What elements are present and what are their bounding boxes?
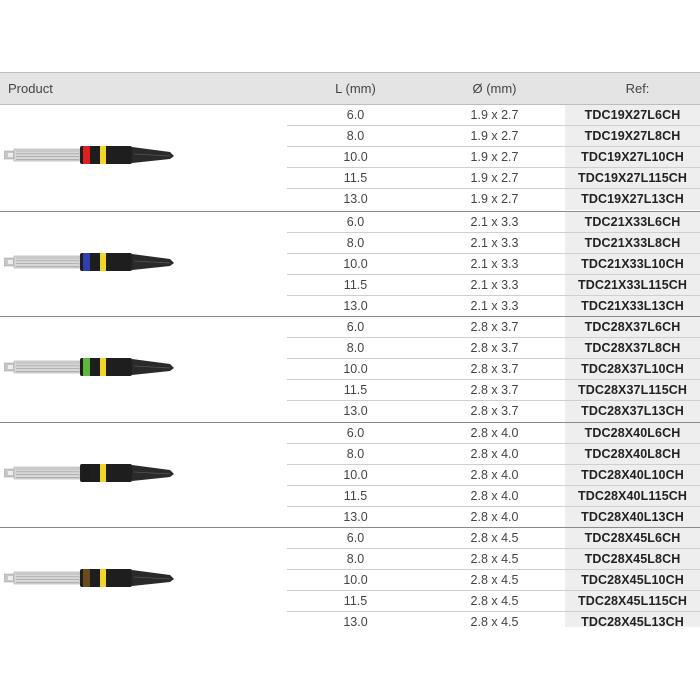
ref-cell: TDC28X45L13CH [565, 612, 700, 627]
length-cell: 13.0 [343, 404, 368, 419]
length-cell: 8.0 [346, 341, 365, 356]
ref-cell: TDC21X33L8CH [565, 233, 700, 253]
table-row [287, 465, 700, 486]
length-cell: 11.5 [343, 594, 368, 609]
table-row [287, 570, 700, 591]
ref-cell: TDC28X45L8CH [565, 549, 700, 569]
spec-rows [287, 317, 700, 422]
table-row [287, 401, 700, 422]
length-cell: 6.0 [346, 214, 365, 229]
ref-cell: TDC28X37L10CH [565, 359, 700, 379]
table-row [287, 189, 700, 210]
table-row [287, 549, 700, 570]
diameter-cell: 2.1 x 3.3 [470, 214, 519, 229]
diameter-cell: 2.8 x 4.0 [470, 509, 519, 524]
product-group [0, 422, 700, 528]
diameter-cell: 2.8 x 4.5 [470, 552, 519, 567]
table-row [287, 105, 700, 126]
length-cell: 8.0 [346, 129, 365, 144]
diameter-cell: 2.8 x 3.7 [470, 320, 519, 334]
length-cell: 6.0 [346, 425, 365, 440]
table-row [287, 233, 700, 254]
diameter-cell: 2.8 x 3.7 [470, 362, 519, 377]
spec-rows [287, 212, 700, 317]
length-cell: 10.0 [343, 573, 368, 588]
ref-cell: TDC28X37L115CH [565, 380, 700, 400]
length-cell: 10.0 [343, 256, 368, 271]
length-cell: 6.0 [346, 108, 365, 122]
header-ref: Ref: [625, 81, 650, 96]
header-diameter: Ø (mm) [472, 81, 517, 96]
length-cell: 8.0 [346, 235, 365, 250]
drill-bit-image [4, 423, 184, 528]
table-row [287, 507, 700, 528]
header-length: L (mm) [335, 81, 376, 96]
table-row [287, 423, 700, 444]
spec-rows [287, 528, 700, 627]
diameter-cell: 1.9 x 2.7 [470, 192, 519, 207]
diameter-cell: 2.8 x 4.0 [470, 467, 519, 482]
spec-rows [287, 105, 700, 211]
length-cell: 11.5 [343, 171, 368, 186]
table-row [287, 359, 700, 380]
ref-cell: TDC19X27L115CH [565, 168, 700, 188]
diameter-cell: 1.9 x 2.7 [470, 171, 519, 186]
table-row [287, 612, 700, 627]
ref-cell: TDC19X27L8CH [565, 126, 700, 146]
spec-rows [287, 423, 700, 528]
length-cell: 11.5 [343, 277, 368, 292]
product-group [0, 316, 700, 422]
product-table [0, 72, 700, 627]
length-cell: 10.0 [343, 150, 368, 165]
length-cell: 8.0 [346, 552, 365, 567]
ref-cell: TDC21X33L6CH [565, 212, 700, 232]
length-cell: 11.5 [343, 383, 368, 398]
table-row [287, 254, 700, 275]
diameter-cell: 2.8 x 3.7 [470, 404, 519, 419]
product-group [0, 105, 700, 211]
ref-cell: TDC19X27L13CH [565, 189, 700, 210]
diameter-cell: 2.1 x 3.3 [470, 256, 519, 271]
ref-cell: TDC19X27L6CH [565, 105, 700, 125]
drill-bit-image [4, 105, 184, 210]
diameter-cell: 2.1 x 3.3 [470, 277, 519, 292]
ref-cell: TDC21X33L13CH [565, 296, 700, 317]
length-cell: 6.0 [346, 531, 365, 545]
drill-bit-image [4, 317, 184, 422]
table-row [287, 444, 700, 465]
length-cell: 13.0 [343, 615, 368, 627]
table-row [287, 486, 700, 507]
diameter-cell: 2.8 x 3.7 [470, 383, 519, 398]
ref-cell: TDC28X45L6CH [565, 528, 700, 548]
product-groups [0, 105, 700, 627]
ref-cell: TDC28X40L115CH [565, 486, 700, 506]
diameter-cell: 2.1 x 3.3 [470, 298, 519, 313]
table-row [287, 126, 700, 147]
length-cell: 11.5 [343, 488, 368, 503]
ref-cell: TDC28X40L8CH [565, 444, 700, 464]
length-cell: 13.0 [343, 509, 368, 524]
diameter-cell: 1.9 x 2.7 [470, 150, 519, 165]
ref-cell: TDC21X33L115CH [565, 275, 700, 295]
product-image-cell [0, 423, 287, 528]
diameter-cell: 2.8 x 4.0 [470, 446, 519, 461]
diameter-cell: 2.8 x 4.0 [470, 425, 519, 440]
product-image-cell [0, 105, 287, 211]
ref-cell: TDC28X45L10CH [565, 570, 700, 590]
ref-cell: TDC19X27L10CH [565, 147, 700, 167]
diameter-cell: 2.8 x 4.5 [470, 573, 519, 588]
table-row [287, 338, 700, 359]
table-row [287, 317, 700, 338]
length-cell: 10.0 [343, 362, 368, 377]
ref-cell: TDC28X40L10CH [565, 465, 700, 485]
table-row [287, 168, 700, 189]
diameter-cell: 2.8 x 3.7 [470, 341, 519, 356]
ref-cell: TDC28X37L8CH [565, 338, 700, 358]
table-row [287, 147, 700, 168]
ref-cell: TDC28X40L6CH [565, 423, 700, 443]
diameter-cell: 2.8 x 4.0 [470, 488, 519, 503]
diameter-cell: 2.8 x 4.5 [470, 594, 519, 609]
diameter-cell: 1.9 x 2.7 [470, 108, 519, 122]
product-image-cell [0, 212, 287, 317]
table-row [287, 275, 700, 296]
table-row [287, 591, 700, 612]
length-cell: 13.0 [343, 298, 368, 313]
product-group [0, 211, 700, 317]
ref-cell: TDC21X33L10CH [565, 254, 700, 274]
length-cell: 13.0 [343, 192, 368, 207]
diameter-cell: 2.8 x 4.5 [470, 615, 519, 627]
table-row [287, 212, 700, 233]
table-row [287, 528, 700, 549]
table-header [0, 72, 700, 105]
table-row [287, 380, 700, 401]
product-group [0, 527, 700, 627]
diameter-cell: 2.8 x 4.5 [470, 531, 519, 545]
ref-cell: TDC28X45L115CH [565, 591, 700, 611]
ref-cell: TDC28X37L13CH [565, 401, 700, 422]
product-image-cell [0, 317, 287, 422]
ref-cell: TDC28X40L13CH [565, 507, 700, 528]
length-cell: 10.0 [343, 467, 368, 482]
drill-bit-image [4, 212, 184, 317]
product-image-cell [0, 528, 287, 627]
diameter-cell: 1.9 x 2.7 [470, 129, 519, 144]
diameter-cell: 2.1 x 3.3 [470, 235, 519, 250]
length-cell: 6.0 [346, 320, 365, 334]
drill-bit-image [4, 528, 184, 627]
table-row [287, 296, 700, 317]
length-cell: 8.0 [346, 446, 365, 461]
header-product: Product [8, 81, 53, 96]
ref-cell: TDC28X37L6CH [565, 317, 700, 337]
